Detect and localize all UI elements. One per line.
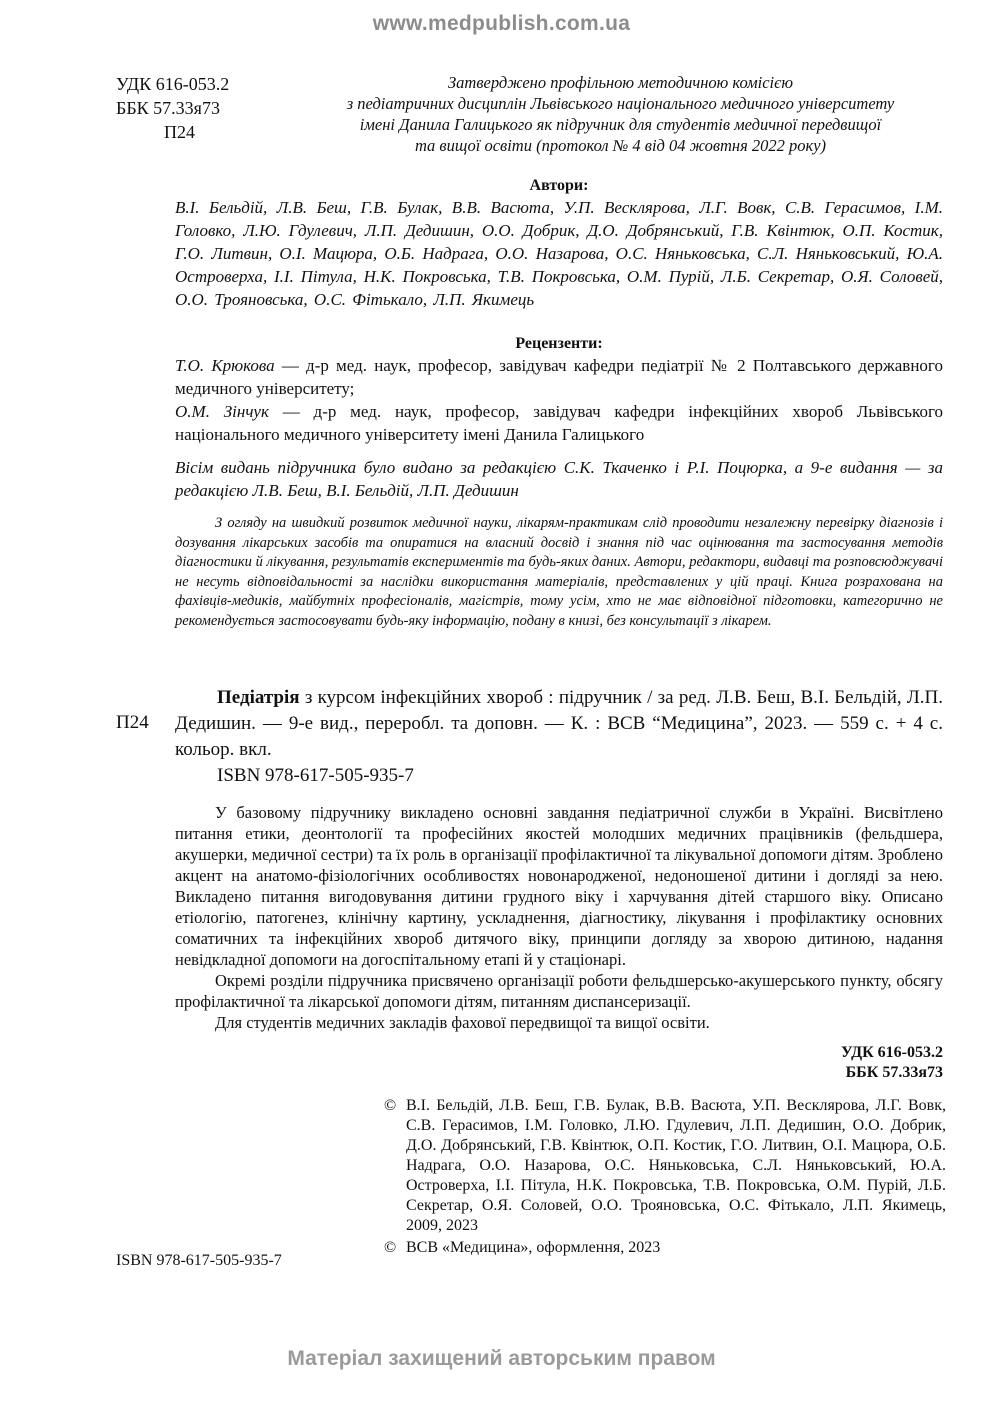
copyright-section <box>384 1096 946 1258</box>
author-sign-code: П24 <box>164 122 195 142</box>
isbn-bottom: ISBN 978-617-505-935-7 <box>116 1252 282 1269</box>
bibliographic-details: з курсом інфекційних хвороб : підручник / за ред. Л.В. Беш, В.І. Бельдій, Л.П. Дедишин. — 9-е вид., переробл. та доповн. — К. : ВСВ “Медицина”, 2023. — 559 с. + 4 с. кольор. вкл. <box>175 687 943 760</box>
bbk-code: ББК 57.33я73 <box>116 98 220 118</box>
copyright-authors-text: В.І. Бельдій, Л.В. Беш, Г.В. Булак, В.В. Васюта, У.П. Весклярова, Л.Г. Вовк, С.В. Герасимов, І.М. Головко, Л.Ю. Гдулевич, Л.П. Дедишин, О.О. Добрик, Д.О. Добрянський, Г.В. Квінтюк, О.П. Костик, Г.О. Литвин, О.І. Мацюра, О.Б. Надрага, О.О. Назарова, О.С. Няньковська, С.Л. Няньковський, Ю.А. Островерха, І.І. Пітула, Н.К. Покровська, Т.В. Покровська, О.М. Пурій, Л.Б. Секретар, О.Я. Соловей, О.О. Трояновська, О.С. Фітькало, Л.П. Якимець, 2009, 2023 <box>406 1097 946 1234</box>
bibliographic-description <box>175 685 943 763</box>
approval-line: імені Данила Галицького як підручник для студентів медичної передвищої <box>359 115 882 134</box>
copyright-publisher-text: ВСВ «Медицина», оформлення, 2023 <box>406 1239 661 1256</box>
book-title: Педіатрія <box>217 687 300 708</box>
copyright-symbol: © <box>384 1239 397 1256</box>
annotation-paragraph: Для студентів медичних закладів фахової передвищої та вищої освіти. <box>215 1013 710 1032</box>
udc-block-bottom <box>600 1043 943 1083</box>
authors-list: В.І. Бельдій, Л.В. Беш, Г.В. Булак, В.В. Васюта, У.П. Весклярова, Л.Г. Вовк, С.В. Герасимов, І.М. Головко, Л.Ю. Гдулевич, Л.П. Дедишин, О.О. Добрик, Д.О. Добрянський, Г.В. Квінтюк, О.П. Костик, Г.О. Литвин, О.І. Мацюра, О.Б. Надрага, О.О. Назарова, О.С. Няньковська, С.Л. Няньковський, Ю.А. Островерха, І.І. Пітула, Н.К. Покровська, Т.В. Покровська, О.М. Пурій, Л.Б. Секретар, О.Я. Соловей, О.О. Трояновська, О.С. Фітькало, Л.П. Якимець <box>175 198 943 309</box>
copyright-symbol: © <box>384 1097 397 1114</box>
approval-line: та вищої освіти (протокол № 4 від 04 жовтня 2022 року) <box>414 136 827 155</box>
approval-line: з педіатричних дисциплін Львівського національного медичного університету <box>346 94 895 113</box>
editions-text: Вісім видань підручника було видано за редакцією С.К. Ткаченко і Р.І. Поцюрка, а 9-е видання — за редакцією Л.В. Беш, В.І. Бельдій, Л.П. Дедишин <box>175 458 943 500</box>
bbk-code: ББК 57.33я73 <box>845 1064 943 1081</box>
disclaimer-section <box>175 514 943 631</box>
isbn: ISBN 978-617-505-935-7 <box>217 765 414 786</box>
reviewer-description: — д-р мед. наук, професор, завідувач кафедри інфекційних хвороб Львівського національного медичного університету імені Данила Галицького <box>175 402 944 444</box>
udk-code: УДК 616-053.2 <box>116 74 230 94</box>
reviewer-entry <box>175 400 943 446</box>
reviewers-section <box>175 334 943 446</box>
authors-section <box>175 176 943 311</box>
udc-block-top <box>116 72 229 144</box>
copyright-publisher <box>384 1238 946 1258</box>
annotation-section <box>175 802 943 1033</box>
copyright-watermark: Матеріал захищений авторським правом <box>287 1347 716 1370</box>
reviewer-name: Т.О. Крюкова <box>175 356 275 375</box>
catalog-code: П24 <box>116 712 149 733</box>
reviewer-description: — д-р мед. наук, професор, завідувач кафедри педіатрії № 2 Полтавського державного медичного університету; <box>175 356 943 398</box>
copyright-authors <box>384 1096 946 1236</box>
udk-code: УДК 616-053.2 <box>840 1044 943 1061</box>
authors-heading: Автори: <box>529 177 589 194</box>
editions-note <box>175 456 943 502</box>
disclaimer-text: З огляду на швидкий розвиток медичної науки, лікарям-практикам слід проводити незалежну перевірку діагнозів і дозування лікарських засобів та опиратися на власний досвід і знання під час оцінювання та застосування методів діагностики й лікування, результатів експериментів та будь-яких даних. Автори, редактори, видавці та розповсюджувачі не несуть відповідальності за наслідки використання матеріалів, представлених у цій праці. Книга розрахована на фахівців-медиків, майбутніх професіоналів, магістрів, тому усім, хто не має відповідної підготовки, категорично не рекомендується застосовувати будь-яку інформацію, подану в книзі, без консультації з лікарем. <box>175 515 943 629</box>
reviewer-name: О.М. Зінчук <box>175 402 269 421</box>
reviewer-entry <box>175 354 943 400</box>
watermark-url: www.medpublish.com.ua <box>372 12 631 35</box>
bibliographic-entry <box>175 685 943 789</box>
annotation-paragraph: Окремі розділи підручника присвячено організації роботи фельдшерсько-акушерського пункту, обсягу профілактичної та лікарської допомоги дітям, питанням диспансеризації. <box>175 971 943 1011</box>
reviewers-heading: Рецензенти: <box>515 335 603 352</box>
annotation-text <box>175 802 943 1033</box>
annotation-paragraph: У базовому підручнику викладено основні завдання педіатричної служби в Україні. Висвітлено питання етики, деонтології та професійних якостей молодших медичних працівників (фельдшера, акушерки, медичної сестри) та їх роль в організації профілактичної та лікувальної допомоги дітям. Зроблено акцент на анатомо-фізіологічних особливостях новонародженої, недоношеної дитини і догляді за нею. Викладено питання вигодовування дитини грудного віку і харчування дітей старшого віку. Описано етіологію, патогенез, клінічну картину, ускладнення, діагностику, лікування і профілактику основних соматичних та інфекційних хвороб дитячого віку, принципи догляду за хворою дитиною, надання невідкладної допомоги на догоспітальному етапі й у стаціонарі. <box>175 803 944 969</box>
approval-line: Затверджено профільною методичною комісією <box>448 73 793 92</box>
approval-note <box>298 72 943 156</box>
